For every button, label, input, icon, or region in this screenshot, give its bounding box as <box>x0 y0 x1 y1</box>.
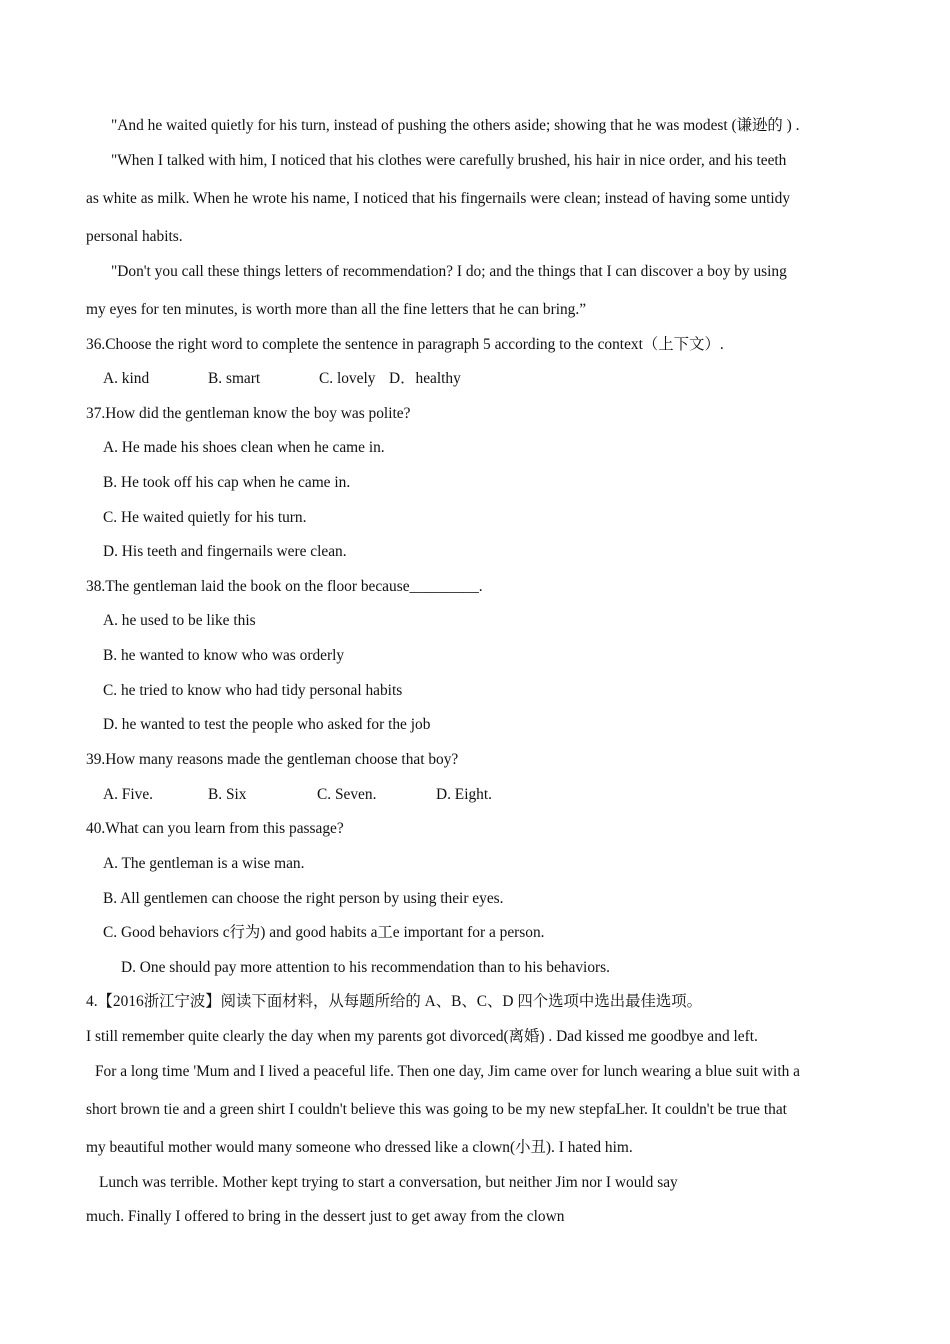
q40-option-c[interactable]: C. Good behaviors c行为) and good habits a工e important for a person. <box>103 924 545 941</box>
question-38-stem: 38.The gentleman laid the book on the floor because_________. <box>86 578 483 595</box>
q36-option-b[interactable]: B. smart <box>208 370 261 387</box>
paragraph-clothes-line-2: as white as milk. When he wrote his name, I noticed that his fingernails were clean; instead of having some untidy <box>86 190 791 207</box>
paragraph-letters-line-2: my eyes for ten minutes, is worth more than all the fine letters that he can bring.” <box>86 301 587 318</box>
q37-option-a[interactable]: A. He made his shoes clean when he came in. <box>103 439 385 456</box>
section-4-line-6: much. Finally I offered to bring in the dessert just to get away from the clown <box>86 1208 565 1225</box>
paragraph-letters-line-1: "Don't you call these things letters of recommendation? I do; and the things that I can discover a boy by using <box>111 263 787 280</box>
q39-option-a[interactable]: A. Five. <box>103 786 154 803</box>
q38-option-a[interactable]: A. he used to be like this <box>103 612 256 629</box>
q39-option-b[interactable]: B. Six <box>208 786 247 803</box>
q36-option-a[interactable]: A. kind <box>103 370 150 387</box>
question-36-stem: 36.Choose the right word to complete the sentence in paragraph 5 according to the context（上下文）. <box>86 336 724 353</box>
section-4-line-4: my beautiful mother would many someone who dressed like a clown(小丑). I hated him. <box>86 1139 633 1156</box>
q40-option-d[interactable]: D. One should pay more attention to his recommendation than to his behaviors. <box>121 959 610 976</box>
section-4-line-1: I still remember quite clearly the day when my parents got divorced(离婚) . Dad kissed me goodbye and left. <box>86 1028 758 1045</box>
q40-option-a[interactable]: A. The gentleman is a wise man. <box>103 855 305 872</box>
q40-option-b[interactable]: B. All gentlemen can choose the right person by using their eyes. <box>103 890 504 907</box>
paragraph-clothes-line-1: "When I talked with him, I noticed that his clothes were carefully brushed, his hair in nice order, and his teeth <box>111 152 787 169</box>
paragraph-clothes-line-3: personal habits. <box>86 228 183 245</box>
q39-option-d[interactable]: D. Eight. <box>436 786 493 803</box>
q38-option-d[interactable]: D. he wanted to test the people who asked for the job <box>103 716 431 733</box>
question-37-stem: 37.How did the gentleman know the boy was polite? <box>86 405 411 422</box>
q38-option-c[interactable]: C. he tried to know who had tidy personal habits <box>103 682 403 699</box>
paragraph-modest: "And he waited quietly for his turn, instead of pushing the others aside; showing that he was modest (谦逊的 ) . <box>111 117 800 134</box>
section-4-header: 4.【2016浙江宁波】阅读下面材料，从每题所给的 A、B、C、D 四个选项中选出最佳选项。 <box>86 993 703 1010</box>
q38-option-b[interactable]: B. he wanted to know who was orderly <box>103 647 345 664</box>
question-40-stem: 40.What can you learn from this passage? <box>86 820 344 837</box>
q37-option-b[interactable]: B. He took off his cap when he came in. <box>103 474 351 491</box>
section-4-line-3: short brown tie and a green shirt I couldn't believe this was going to be my new stepfaLher. It couldn't be true that <box>86 1101 787 1118</box>
q39-option-c[interactable]: C. Seven. <box>317 786 377 803</box>
question-39-stem: 39.How many reasons made the gentleman choose that boy? <box>86 751 459 768</box>
q37-option-d[interactable]: D. His teeth and fingernails were clean. <box>103 543 347 560</box>
section-4-line-5: Lunch was terrible. Mother kept trying to start a conversation, but neither Jim nor I would say <box>99 1174 678 1191</box>
q36-option-c[interactable]: C. lovely <box>319 370 376 387</box>
q37-option-c[interactable]: C. He waited quietly for his turn. <box>103 509 307 526</box>
q36-option-d[interactable]: D．healthy <box>389 370 461 387</box>
section-4-line-2: For a long time 'Mum and I lived a peaceful life. Then one day, Jim came over for lunch wearing a blue suit with a <box>95 1063 800 1080</box>
